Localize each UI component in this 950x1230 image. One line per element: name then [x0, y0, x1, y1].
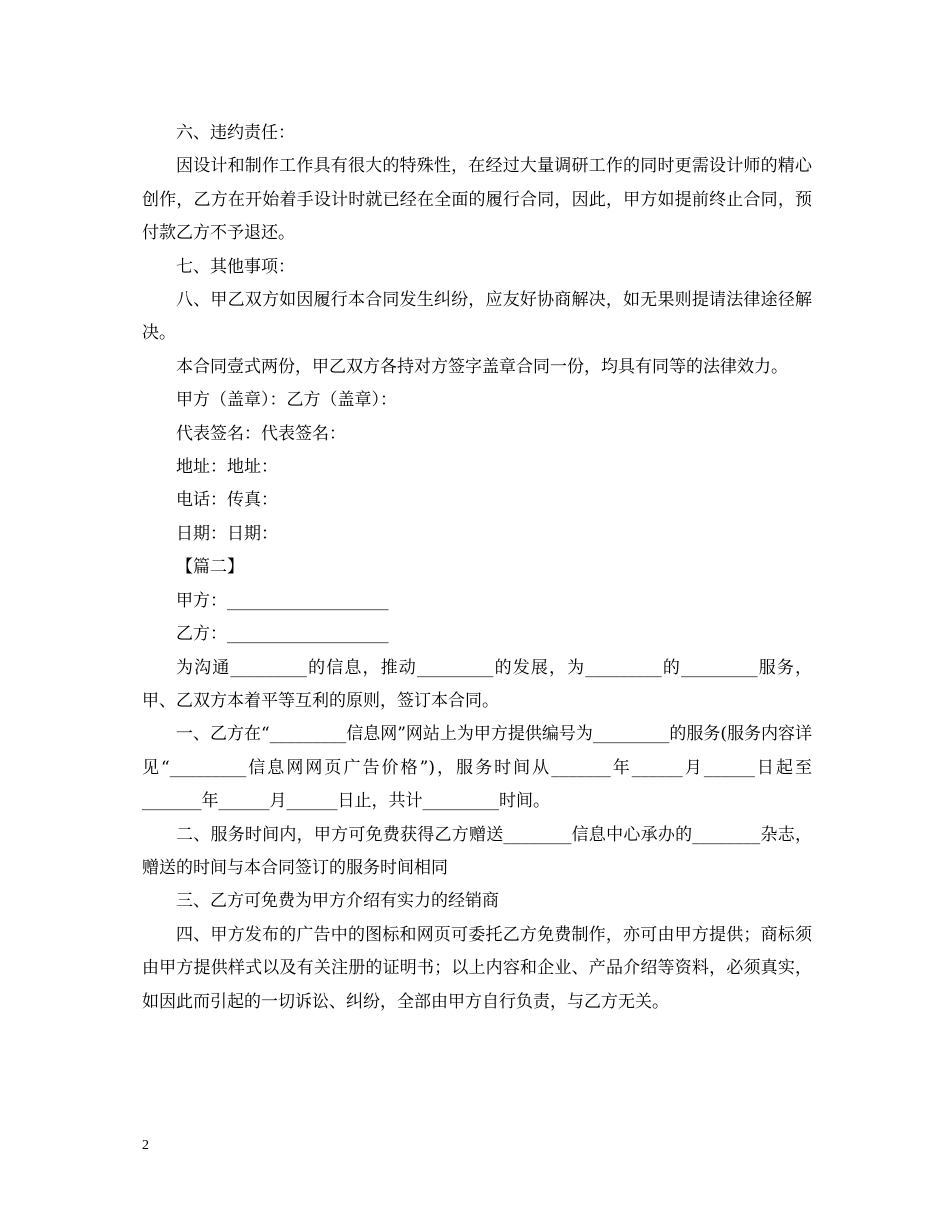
paragraph-purpose: 为沟通_________的信息，推动_________的发展，为_________的_________服务，甲、乙双方本着平等互利的原则，签订本合同。 — [142, 657, 812, 711]
paragraph-breach-detail: 因设计和制作工作具有很大的特殊性，在经过大量调研工作的同时更需设计师的精心创作，乙方在开始着手设计时就已经在全面的履行合同，因此，甲方如提前终止合同，预付款乙方不予退还。 — [142, 156, 812, 244]
clause-two: 二、服务时间内，甲方可免费获得乙方赠送________信息中心承办的________杂志，赠送的时间与本合同签订的服务时间相同 — [142, 824, 812, 878]
document-body — [142, 117, 812, 1019]
signature-address-line: 地址：地址： — [176, 457, 278, 478]
section-heading-breach: 六、违约责任： — [176, 123, 295, 143]
signature-phone-line: 电话：传真： — [176, 490, 278, 511]
clause-three: 三、乙方可免费为甲方介绍有实力的经销商 — [176, 891, 499, 912]
party-b-line: 乙方：___________________ — [176, 624, 389, 645]
section-heading-other: 七、其他事项： — [176, 256, 295, 277]
page-number: 2 — [142, 1138, 149, 1153]
signature-seal-line: 甲方（盖章）：乙方（盖章）： — [176, 390, 397, 411]
signature-rep-line: 代表签名：代表签名： — [176, 423, 346, 444]
section-heading-part-two: 【篇二】 — [176, 557, 244, 578]
paragraph-copies: 本合同壹式两份，甲乙双方各持对方签字盖章合同一份，均具有同等的法律效力。 — [176, 356, 788, 377]
clause-four: 四、甲方发布的广告中的图标和网页可委托乙方免费制作，亦可由甲方提供；商标须由甲方提供样式以及有关注册的证明书；以上内容和企业、产品介绍等资料，必须真实，如因此而引起的一切诉讼、纠纷，全部由甲方自行负责，与乙方无关。 — [142, 924, 812, 1012]
signature-date-line: 日期：日期： — [176, 523, 278, 544]
clause-one: 一、乙方在“_________信息网”网站上为甲方提供编号为_________的服务(服务内容详见“_________信息网网页广告价格”)，服务时间从_______年______月______日起至_______年______月______日止，共计_________时间。 — [142, 724, 813, 812]
paragraph-dispute: 八、甲乙双方如因履行本合同发生纠纷，应友好协商解决，如无果则提请法律途径解决。 — [142, 290, 812, 344]
party-a-line: 甲方：___________________ — [176, 590, 389, 611]
